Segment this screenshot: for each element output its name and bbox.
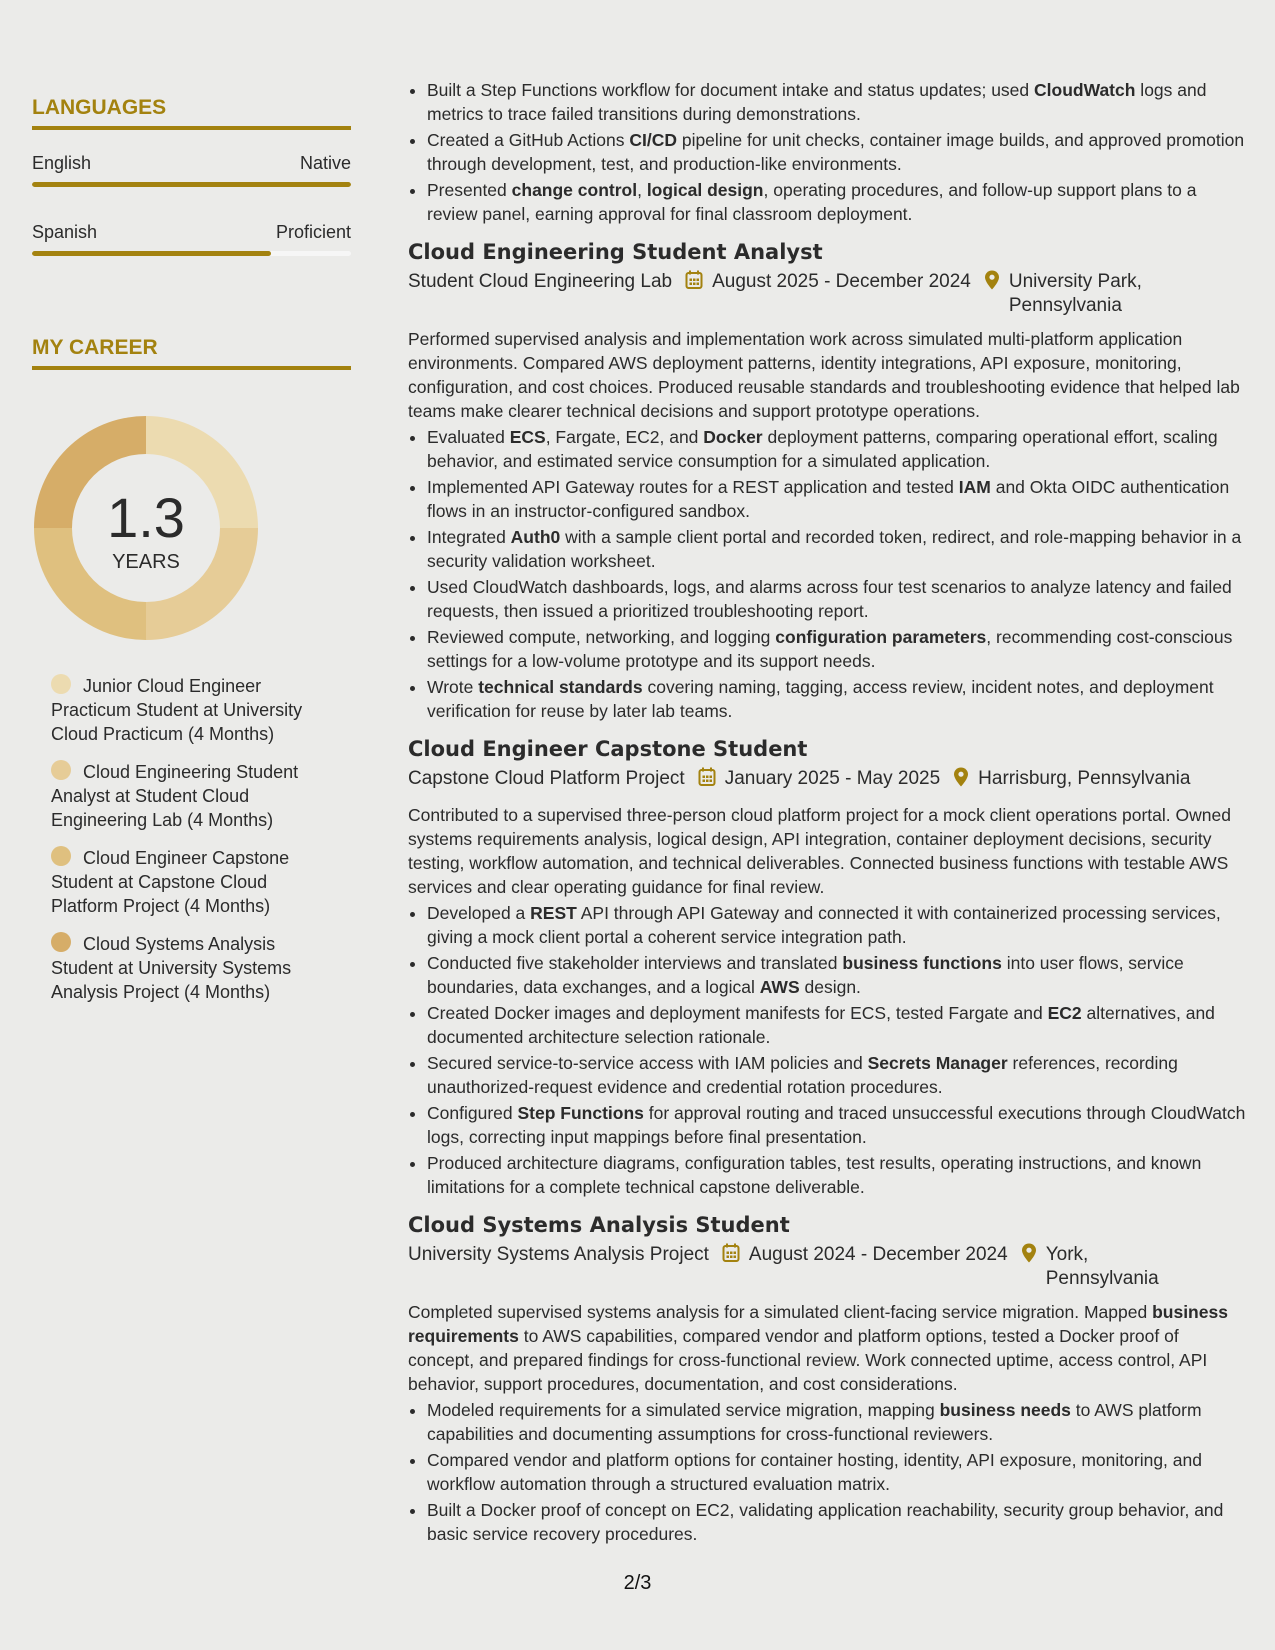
job-location: University Park, Pennsylvania: [1008, 271, 1142, 316]
job-entry: [408, 735, 1248, 1199]
legend-item: [51, 846, 321, 918]
calendar-icon: [698, 767, 716, 794]
language-item-english: [32, 152, 351, 187]
job-bullets: [408, 1398, 1248, 1546]
legend-dot: [51, 846, 71, 866]
location-pin-icon: [953, 767, 969, 794]
language-name: English: [32, 153, 92, 173]
job-location: Harrisburg, Pennsylvania: [978, 768, 1191, 789]
bullet: • Configured Step Functions for approval routing and traced unsuccessful executions through CloudWatch logs, correcting input mappings before final presentation.: [427, 1101, 1248, 1149]
legend-dot: [51, 760, 71, 780]
bullet: • Used CloudWatch dashboards, logs, and alarms across four test scenarios to analyze latency and failed requests, then issued a prioritized troubleshooting report.: [427, 575, 1248, 623]
job-title: Cloud Systems Analysis Student: [408, 1213, 790, 1237]
career-title: MY CAREER: [32, 334, 351, 370]
location-pin-icon: [1021, 1243, 1037, 1270]
job-entry: [408, 238, 1248, 723]
job-location: York, Pennsylvania: [1045, 1244, 1159, 1289]
job-meta: [408, 1243, 1248, 1291]
legend-dot: [51, 932, 71, 952]
job-description: Performed supervised analysis and implementation work across simulated multi-platform application environments. Compared AWS deployment patterns, identity integrations, API exposure, monitoring, configuration, and cost choices. Produced reusable standards and troubleshooting evidence that helped lab teams make clearer technical decisions and support prototype operations.: [408, 329, 1240, 421]
job-dates: January 2025 - May 2025: [724, 768, 941, 789]
calendar-icon: [722, 1243, 740, 1270]
job-meta: [408, 270, 1248, 318]
job-org: University Systems Analysis Project: [408, 1244, 709, 1265]
legend-label: Junior Cloud Engineer Practicum Student at University Cloud Practicum (4 Months): [51, 676, 303, 744]
bullet: • Created Docker images and deployment manifests for ECS, tested Fargate and EC2 alternatives, and documented architecture selection rationale.: [427, 1001, 1248, 1049]
bullet: • Produced architecture diagrams, configuration tables, test results, operating instructions, and known limitations for a complete technical capstone deliverable.: [427, 1151, 1248, 1199]
previous-job-bullets: [408, 78, 1248, 226]
language-bar: [32, 182, 351, 187]
legend-label: Cloud Engineer Capstone Student at Capstone Cloud Platform Project (4 Months): [51, 848, 290, 916]
job-bullets: [408, 425, 1248, 723]
career-section: [32, 334, 351, 370]
language-name: Spanish: [32, 222, 98, 242]
language-item-spanish: [32, 221, 351, 256]
job-bullets: [408, 901, 1248, 1199]
job-org: Student Cloud Engineering Lab: [408, 271, 673, 292]
bullet: • Modeled requirements for a simulated service migration, mapping business needs to AWS platform capabilities and documenting assumptions for cross-functional reviewers.: [427, 1398, 1248, 1446]
bullet: • Built a Docker proof of concept on EC2, validating application reachability, security group behavior, and basic service recovery procedures.: [427, 1498, 1248, 1546]
page-number: 2/3: [623, 1572, 652, 1594]
job-title: Cloud Engineering Student Analyst: [408, 240, 823, 264]
bullet: • Reviewed compute, networking, and logging configuration parameters, recommending cost-conscious settings for a low-volume prototype and its support needs.: [427, 625, 1248, 673]
bullet: • Conducted five stakeholder interviews and translated business functions into user flows, service boundaries, data exchanges, and a logical AWS design.: [427, 951, 1248, 999]
language-bar: [32, 251, 351, 256]
bullet: • Secured service-to-service access with IAM policies and Secrets Manager references, recording unauthorized-request evidence and credential rotation procedures.: [427, 1051, 1248, 1099]
experience-column: [408, 78, 1248, 1548]
bullet: • Presented change control, logical design, operating procedures, and follow-up support plans to a review panel, earning approval for final classroom deployment.: [427, 178, 1248, 226]
bullet: • Developed a REST API through API Gateway and connected it with containerized processing services, giving a mock client portal a coherent service integration path.: [427, 901, 1248, 949]
calendar-icon: [685, 270, 703, 297]
job-org: Capstone Cloud Platform Project: [408, 768, 685, 789]
job-dates: August 2024 - December 2024: [748, 1244, 1008, 1265]
legend-item: [51, 674, 321, 746]
language-bar-fill: [32, 251, 271, 256]
career-total-value: 1.3: [107, 486, 185, 549]
language-bar-fill: [32, 182, 351, 187]
career-legend: [51, 674, 321, 1018]
bullet: • Built a Step Functions workflow for document intake and status updates; used CloudWatch logs and metrics to trace failed transitions during demonstrations.: [427, 78, 1248, 126]
legend-label: Cloud Engineering Student Analyst at Student Cloud Engineering Lab (4 Months): [51, 762, 299, 830]
legend-label: Cloud Systems Analysis Student at University Systems Analysis Project (4 Months): [51, 934, 292, 1002]
job-title: Cloud Engineer Capstone Student: [408, 737, 808, 761]
job-dates: August 2025 - December 2024: [712, 271, 971, 292]
job-entry: [408, 1211, 1248, 1546]
legend-item: [51, 932, 321, 1004]
bullet: • Integrated Auth0 with a sample client portal and recorded token, redirect, and role-mapping behavior in a security validation worksheet.: [427, 525, 1248, 573]
legend-dot: [51, 674, 71, 694]
languages-title: LANGUAGES: [32, 94, 351, 130]
job-description: Contributed to a supervised three-person cloud platform project for a mock client operations portal. Owned systems requirements analysis, logical design, API integration, container deployment decisions, security testing, workflow automation, and technical deliverables. Connected business functions with testable AWS services and clear operating guidance for final review.: [408, 805, 1231, 897]
languages-section: [32, 94, 351, 256]
bullet: • Implemented API Gateway routes for a REST application and tested IAM and Okta OIDC authentication flows in an instructor-configured sandbox.: [427, 475, 1248, 523]
language-level: Native: [299, 153, 351, 173]
bullet: • Wrote technical standards covering naming, tagging, access review, incident notes, and deployment verification for reuse by later lab teams.: [427, 675, 1248, 723]
career-total-unit: YEARS: [112, 551, 180, 573]
bullet: • Evaluated ECS, Fargate, EC2, and Docker deployment patterns, comparing operational effort, scaling behavior, and estimated service consumption for a simulated application.: [427, 425, 1248, 473]
bullet: • Created a GitHub Actions CI/CD pipeline for unit checks, container image builds, and approved promotion through development, test, and production-like environments.: [427, 128, 1248, 176]
language-level: Proficient: [275, 222, 351, 242]
legend-item: [51, 760, 321, 832]
career-donut-chart: [34, 416, 258, 640]
job-meta: [408, 767, 1248, 794]
bullet: • Compared vendor and platform options for container hosting, identity, API exposure, monitoring, and workflow automation through a structured evaluation matrix.: [427, 1448, 1248, 1496]
location-pin-icon: [984, 270, 1000, 297]
job-description: Completed supervised systems analysis for a simulated client-facing service migration. Mapped business requirements to AWS capabilities, compared vendor and platform options, tested a Docker proof of concept, and prepared findings for cross-functional review. Work connected uptime, access control, API behavior, support procedures, documentation, and cost considerations.: [408, 1302, 1228, 1394]
